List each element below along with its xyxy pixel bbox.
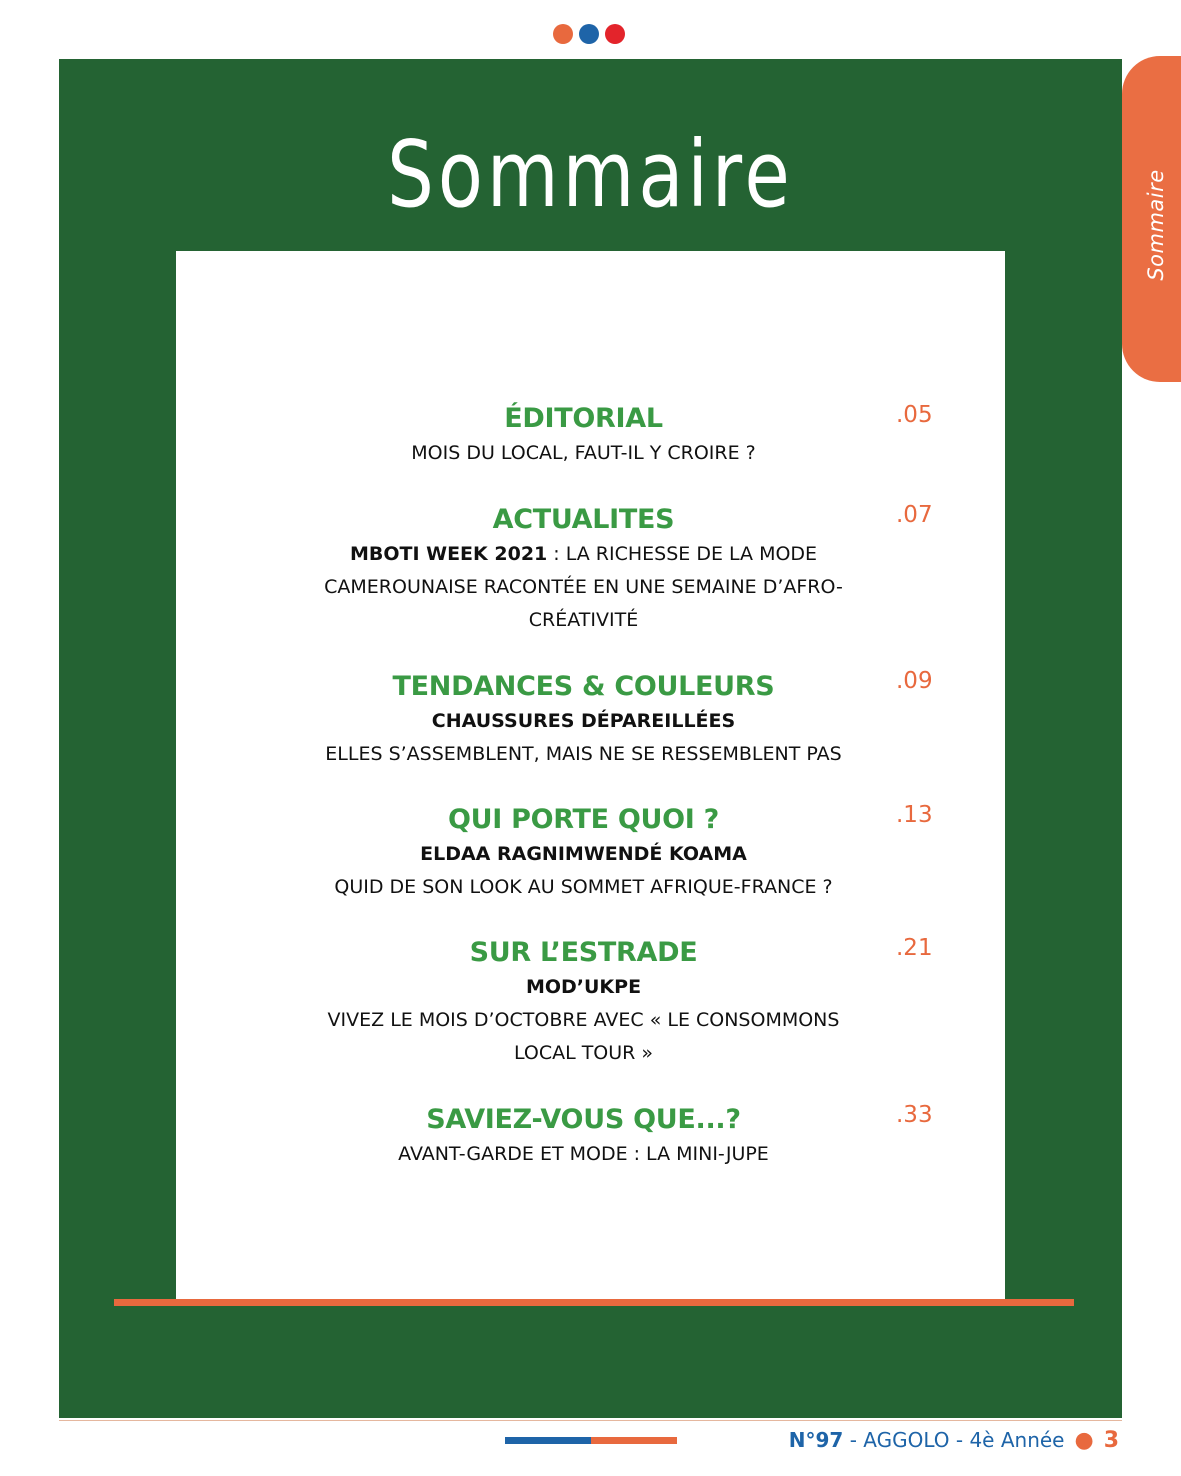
section-line — [176, 971, 991, 1004]
section-saviez-vous — [176, 1102, 991, 1171]
section-line: LOCAL TOUR » — [513, 1042, 654, 1064]
section-page: .21 — [896, 935, 933, 961]
section-title: ACTUALITES — [492, 504, 675, 535]
section-title: ÉDITORIAL — [504, 403, 663, 434]
magazine-info: - AGGOLO - 4è Année — [843, 1428, 1065, 1452]
section-line — [176, 838, 991, 871]
section-bold: CHAUSSURES DÉPAREILLÉES — [431, 710, 736, 732]
page-number: 3 — [1103, 1428, 1119, 1453]
section-title: QUI PORTE QUOI ? — [447, 804, 720, 835]
section-line: VIVEZ LE MOIS D’OCTOBRE AVEC « LE CONSOMMONS — [327, 1009, 840, 1031]
section-tendances — [176, 669, 991, 771]
section-line — [176, 538, 991, 571]
section-page: .05 — [896, 402, 933, 428]
section-page: .33 — [896, 1102, 933, 1128]
section-bold: MBOTI WEEK 2021 — [349, 543, 548, 565]
section-line — [176, 705, 991, 738]
section-sur-lestrade — [176, 935, 991, 1070]
section-qui-porte-quoi — [176, 802, 991, 904]
red-dot — [605, 24, 625, 44]
blue-dot — [579, 24, 599, 44]
section-page: .13 — [896, 802, 933, 828]
section-bold: MOD’UKPE — [525, 976, 642, 998]
section-line: MOIS DU LOCAL, FAUT-IL Y CROIRE ? — [411, 442, 756, 464]
side-tab-label: Sommaire — [1144, 169, 1168, 281]
section-title: SUR L’ESTRADE — [469, 937, 698, 968]
footer-rule — [59, 1420, 1122, 1421]
issue-number: N°97 — [788, 1428, 844, 1452]
section-page: .09 — [896, 668, 933, 694]
page-title: Sommaire — [387, 121, 794, 228]
section-title: TENDANCES & COULEURS — [392, 671, 775, 702]
footer — [789, 1428, 1119, 1453]
section-line: AVANT-GARDE ET MODE : LA MINI-JUPE — [398, 1143, 769, 1165]
section-line: ELLES S’ASSEMBLENT, MAIS NE SE RESSEMBLENT PAS — [325, 743, 842, 765]
section-line: CAMEROUNAISE RACONTÉE EN UNE SEMAINE D’AFRO- — [324, 576, 843, 598]
footer-bar-orange — [591, 1437, 677, 1444]
color-dots — [553, 24, 625, 44]
footer-bar-blue — [505, 1437, 591, 1444]
orange-rule — [114, 1299, 1074, 1306]
section-bold: ELDAA RAGNIMWENDÉ KOAMA — [420, 843, 747, 865]
bullet-icon: ● — [1074, 1428, 1094, 1453]
section-line: CRÉATIVITÉ — [528, 609, 639, 631]
section-editorial — [176, 401, 991, 470]
section-line: QUID DE SON LOOK AU SOMMET AFRIQUE-FRANCE ? — [334, 876, 833, 898]
section-actualites — [176, 502, 991, 637]
orange-dot — [553, 24, 573, 44]
section-lead: : LA RICHESSE DE LA MODE — [547, 543, 818, 565]
section-title: SAVIEZ-VOUS QUE...? — [426, 1104, 741, 1135]
section-page: .07 — [896, 502, 933, 528]
